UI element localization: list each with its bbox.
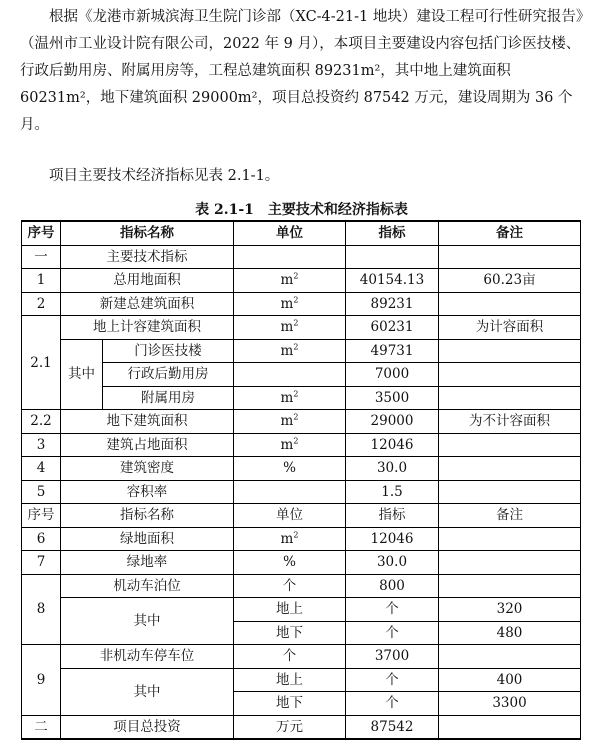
cell-among: 其中 bbox=[61, 668, 234, 715]
cell-name: 附属用房 bbox=[103, 386, 234, 410]
cell-name: 地下建筑面积 bbox=[61, 410, 234, 434]
cell-value: 49731 bbox=[346, 339, 439, 363]
cell-among: 其中 bbox=[61, 339, 103, 410]
cell-name: 绿地面积 bbox=[61, 527, 234, 551]
table-repeat-header-row bbox=[22, 504, 581, 528]
cell-unit: 万元 bbox=[234, 715, 346, 739]
table-header-row bbox=[22, 221, 581, 245]
table-row bbox=[22, 457, 581, 481]
cell-name: 总用地面积 bbox=[61, 269, 234, 293]
cell-among: 其中 bbox=[61, 598, 234, 645]
cell-sub-name: 地下 bbox=[234, 621, 346, 645]
cell-unit: 个 bbox=[234, 645, 346, 669]
cell-value: 30.0 bbox=[346, 551, 439, 575]
cell-name: 绿地率 bbox=[61, 551, 234, 575]
cell-value: 12046 bbox=[346, 433, 439, 457]
header-name: 指标名称 bbox=[61, 221, 234, 245]
table-row bbox=[22, 668, 581, 692]
repeat-header-seq: 序号 bbox=[22, 504, 61, 528]
table-reference-paragraph: 项目主要技术经济指标见表 2.1-1。 bbox=[49, 168, 280, 184]
cell-sub-name: 地上 bbox=[234, 598, 346, 622]
cell-name: 新建总建筑面积 bbox=[61, 292, 234, 316]
cell-unit: $m^2$ bbox=[234, 410, 346, 434]
cell-seq: 7 bbox=[22, 551, 61, 575]
cell-sub-value: 480 bbox=[439, 621, 581, 645]
cell-name: 容积率 bbox=[61, 480, 234, 504]
cell-value: 29000 bbox=[346, 410, 439, 434]
cell-seq: 二 bbox=[22, 715, 61, 739]
cell-value: 30.0 bbox=[346, 457, 439, 481]
cell-seq: 2.2 bbox=[22, 410, 61, 434]
table-row bbox=[22, 645, 581, 669]
cell-unit: $m^2$ bbox=[234, 339, 346, 363]
table-row bbox=[22, 292, 581, 316]
table-row bbox=[22, 527, 581, 551]
cell-name: 建筑占地面积 bbox=[61, 433, 234, 457]
cell-name: 机动车泊位 bbox=[61, 574, 234, 598]
cell-note: 为不计容面积 bbox=[439, 410, 581, 434]
cell-sub-value: 320 bbox=[439, 598, 581, 622]
cell-value: 1.5 bbox=[346, 480, 439, 504]
header-note: 备注 bbox=[439, 221, 581, 245]
cell-name: 地上计容建筑面积 bbox=[61, 316, 234, 340]
cell-seq: 2.1 bbox=[22, 316, 61, 410]
indicator-table bbox=[21, 220, 581, 740]
cell-sub-unit: 个 bbox=[346, 668, 439, 692]
header-seq: 序号 bbox=[22, 221, 61, 245]
cell-value: 87542 bbox=[346, 715, 439, 739]
repeat-header-value: 指标 bbox=[346, 504, 439, 528]
cell-name: 行政后勤用房 bbox=[103, 363, 234, 387]
table-row bbox=[22, 574, 581, 598]
cell-unit: $m^2$ bbox=[234, 292, 346, 316]
cell-value: 12046 bbox=[346, 527, 439, 551]
cell-unit: % bbox=[234, 457, 346, 481]
cell-unit: $m^2$ bbox=[234, 527, 346, 551]
table-row bbox=[22, 339, 581, 363]
cell-seq: 2 bbox=[22, 292, 61, 316]
cell-value: 40154.13 bbox=[346, 269, 439, 293]
cell-note: 为计容面积 bbox=[439, 316, 581, 340]
cell-sub-unit: 个 bbox=[346, 621, 439, 645]
cell-seq: 4 bbox=[22, 457, 61, 481]
cell-seq: 一 bbox=[22, 245, 61, 269]
cell-name: 建筑密度 bbox=[61, 457, 234, 481]
cell-unit: 个 bbox=[234, 574, 346, 598]
cell-value: 3700 bbox=[346, 645, 439, 669]
cell-name: 门诊医技楼 bbox=[103, 339, 234, 363]
cell-note: 60.23亩 bbox=[439, 269, 581, 293]
header-unit: 单位 bbox=[234, 221, 346, 245]
repeat-header-name: 指标名称 bbox=[61, 504, 234, 528]
cell-value: 800 bbox=[346, 574, 439, 598]
cell-sub-name: 地下 bbox=[234, 692, 346, 716]
cell-seq: 9 bbox=[22, 645, 61, 716]
cell-name: 非机动车停车位 bbox=[61, 645, 234, 669]
cell-sub-name: 地上 bbox=[234, 668, 346, 692]
table-row bbox=[22, 410, 581, 434]
table-row bbox=[22, 386, 581, 410]
cell-value: 60231 bbox=[346, 316, 439, 340]
table-row bbox=[22, 363, 581, 387]
cell-unit: % bbox=[234, 551, 346, 575]
intro-paragraph: 根据《龙港市新城滨海卫生院门诊部（XC-4-21-1 地块）建设工程可行性研究报告》（温州市工业设计院有限公司，2022 年 9 月），本项目主要建设内容包括门诊医技楼、行政后勤用房、附属用房等，工程总建筑面积 89231m²，其中地上建筑面积 60231m²，地下建筑面积 29000m²，项目总投资约 87542 万元，建设周期为 36 个月。 bbox=[20, 9, 584, 133]
cell-seq: 6 bbox=[22, 527, 61, 551]
cell-name: 项目总投资 bbox=[61, 715, 234, 739]
cell-value: 89231 bbox=[346, 292, 439, 316]
cell-sub-unit: 个 bbox=[346, 692, 439, 716]
cell-value: 7000 bbox=[346, 363, 439, 387]
table-row bbox=[22, 433, 581, 457]
repeat-header-note: 备注 bbox=[439, 504, 581, 528]
table-caption: 表 2.1-1 主要技术和经济指标表 bbox=[195, 202, 408, 218]
cell-sub-value: 400 bbox=[439, 668, 581, 692]
table-row bbox=[22, 598, 581, 622]
repeat-header-unit: 单位 bbox=[234, 504, 346, 528]
cell-seq: 5 bbox=[22, 480, 61, 504]
cell-seq: 1 bbox=[22, 269, 61, 293]
cell-value: 3500 bbox=[346, 386, 439, 410]
table-row bbox=[22, 551, 581, 575]
table-row bbox=[22, 316, 581, 340]
cell-unit: $m^2$ bbox=[234, 433, 346, 457]
cell-unit: $m^2$ bbox=[234, 316, 346, 340]
header-value: 指标 bbox=[346, 221, 439, 245]
table-row bbox=[22, 269, 581, 293]
table-row bbox=[22, 715, 581, 739]
table-row bbox=[22, 245, 581, 269]
cell-seq: 8 bbox=[22, 574, 61, 645]
cell-seq: 3 bbox=[22, 433, 61, 457]
cell-sub-unit: 个 bbox=[346, 598, 439, 622]
cell-sub-value: 3300 bbox=[439, 692, 581, 716]
cell-unit: $m^2$ bbox=[234, 386, 346, 410]
cell-name: 主要技术指标 bbox=[61, 245, 234, 269]
cell-unit: $m^2$ bbox=[234, 269, 346, 293]
table-row bbox=[22, 480, 581, 504]
